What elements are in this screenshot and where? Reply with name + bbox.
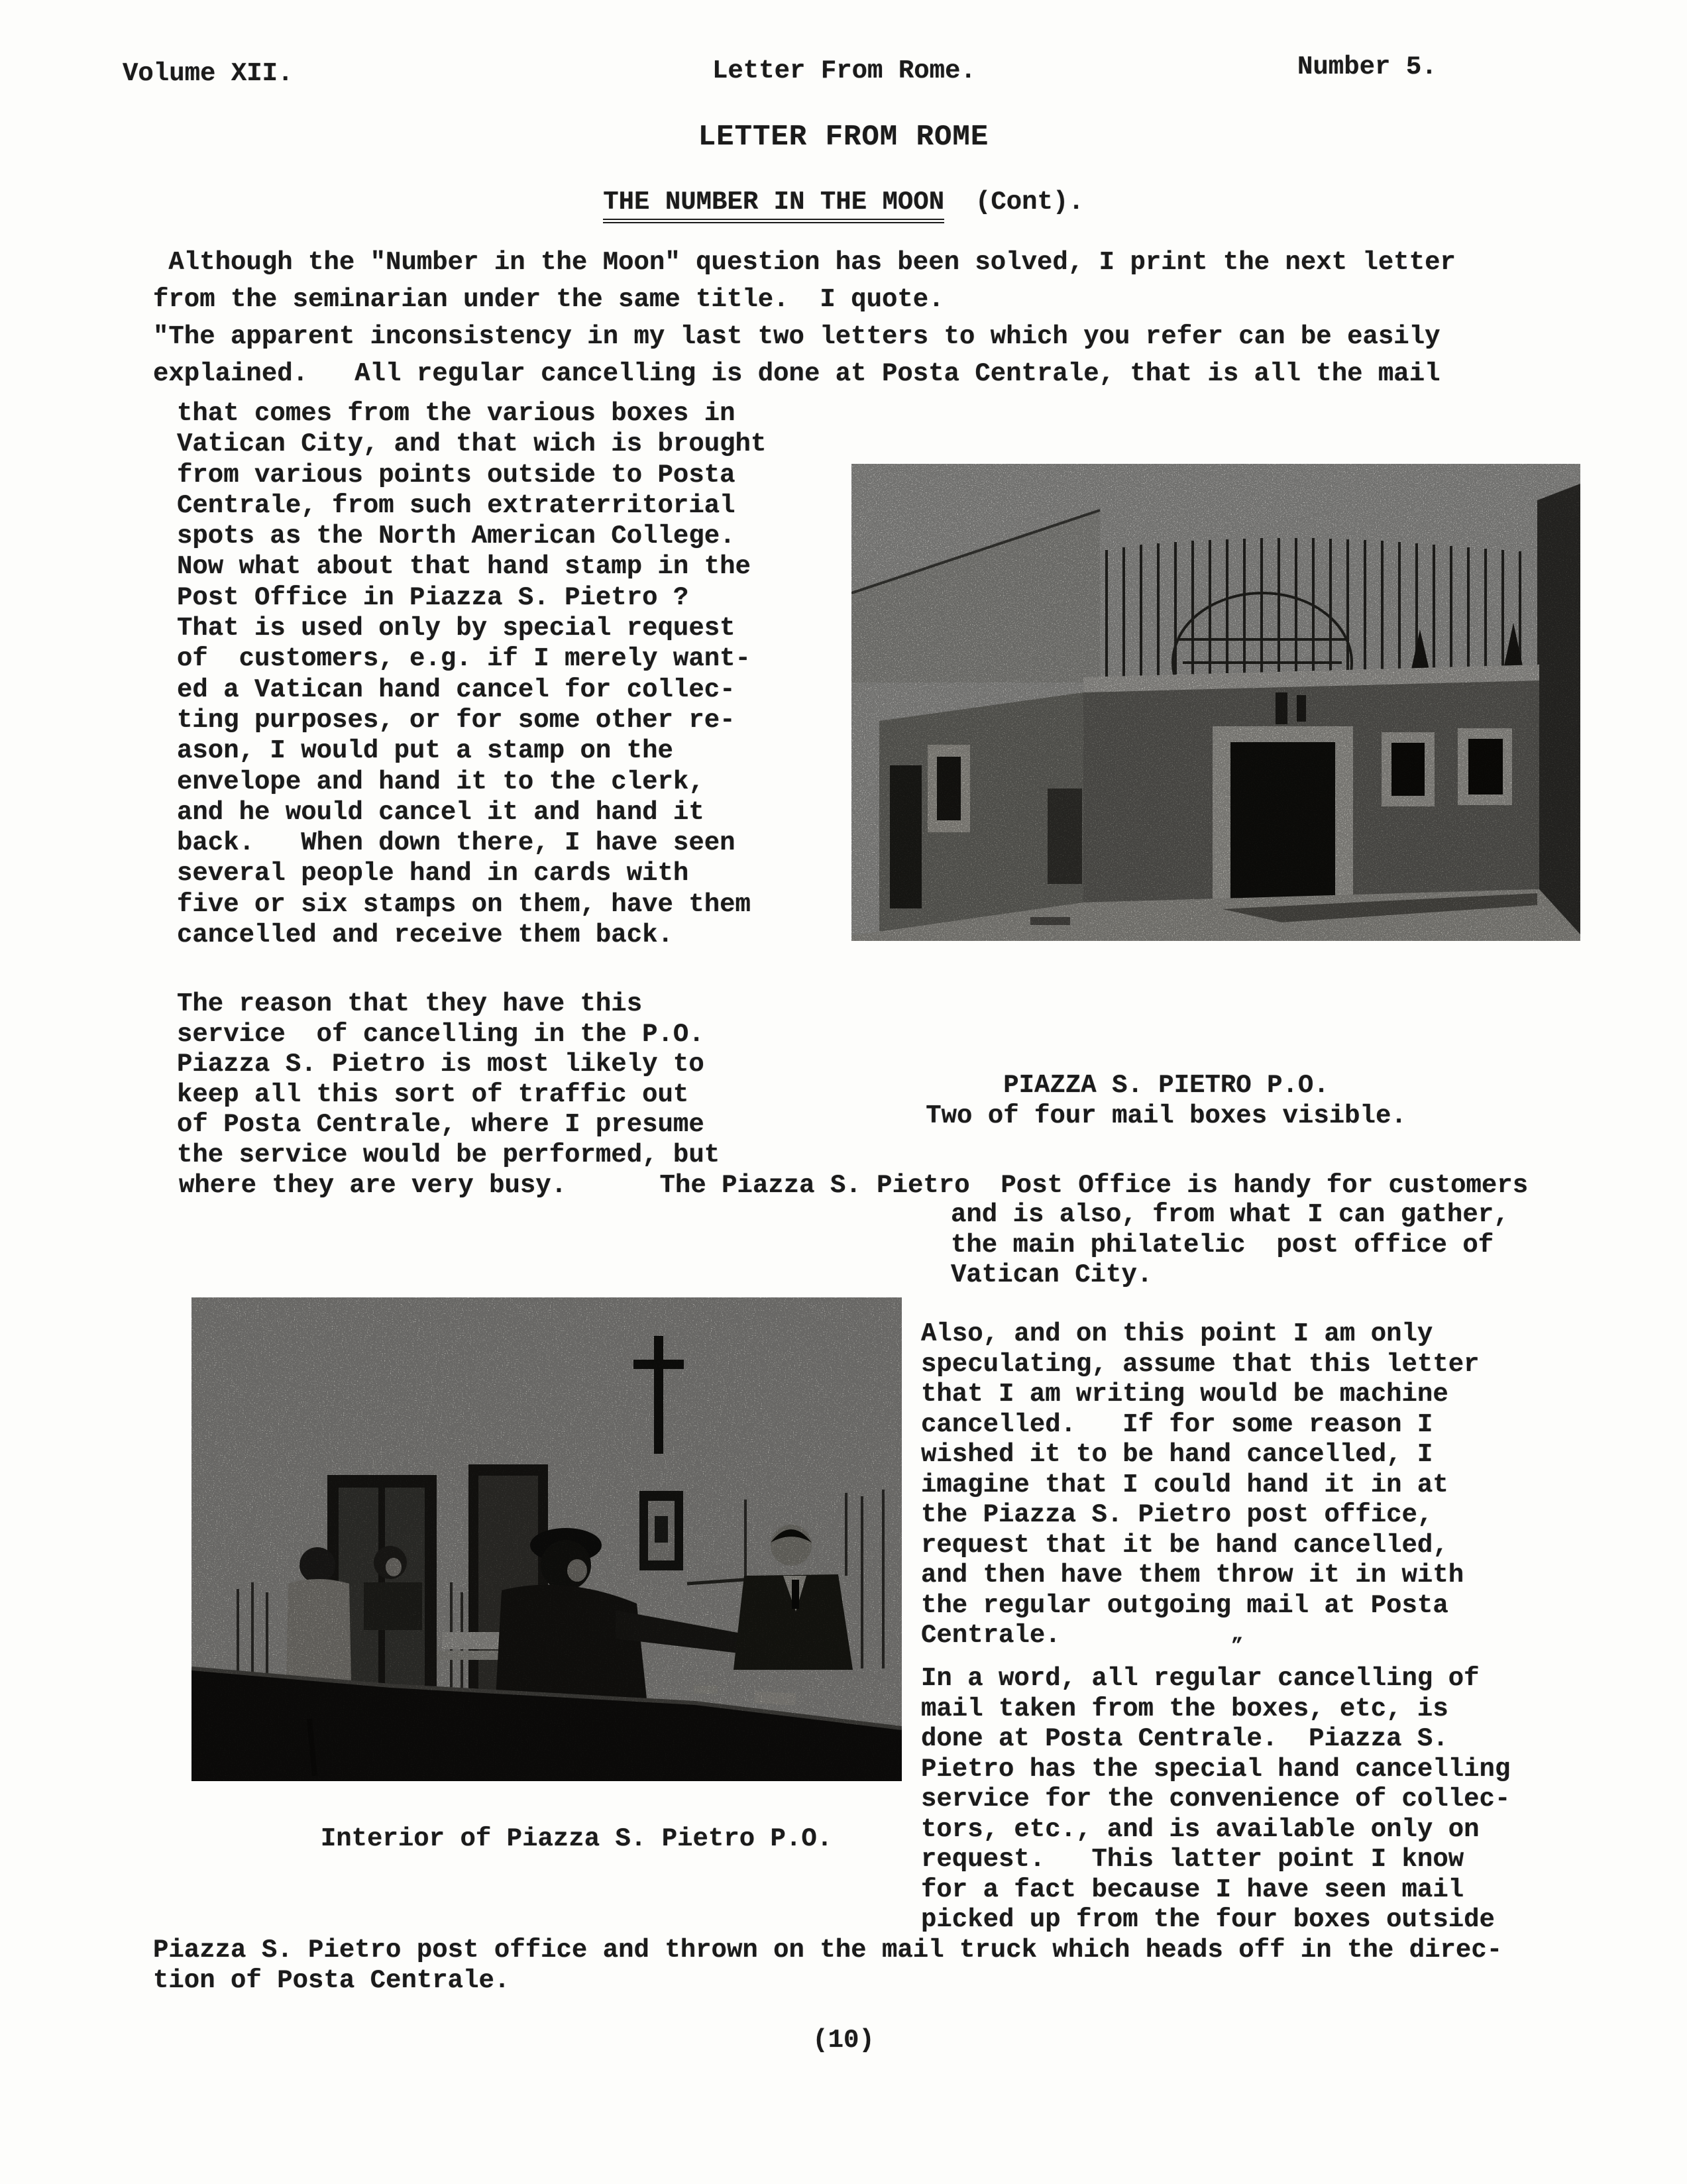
text-line: explained. All regular cancelling is done at Posta Centrale, that is all the mail: [153, 359, 1441, 388]
reason-paragraph: [177, 989, 720, 1170]
left-column-text: [177, 398, 766, 950]
text-line: ed a Vatican hand cancel for collec-: [177, 675, 735, 704]
text-line: Vatican City, and that wich is brought: [177, 429, 767, 459]
text-line: request. This latter point I know: [921, 1845, 1464, 1874]
text-line: the service would be performed, but: [177, 1140, 720, 1170]
text-line: for a fact because I have seen mail: [921, 1875, 1464, 1904]
text-line: tion of Posta Centrale.: [153, 1966, 510, 1995]
text-line: the Piazza S. Pietro post office,: [921, 1500, 1433, 1529]
text-line: request that it be hand cancelled,: [921, 1530, 1448, 1560]
text-line: ting purposes, or for some other re-: [177, 705, 735, 735]
intro-paragraph: [153, 244, 1456, 318]
text-line: from various points outside to Posta: [177, 460, 735, 490]
text-line: cancelled and receive them back.: [177, 920, 673, 950]
text-line: that I am writing would be machine: [921, 1380, 1448, 1409]
quoted-letter-opening: [153, 318, 1441, 392]
text-line: picked up from the four boxes outside: [921, 1905, 1495, 1934]
article-heading: [0, 187, 1687, 217]
right-column-continuation: [951, 1200, 1509, 1291]
interior-photo-caption: Interior of Piazza S. Pietro P.O.: [320, 1824, 833, 1853]
closing-lines: [153, 1935, 1502, 1996]
stray-typewriter-mark: ”: [1231, 1635, 1244, 1658]
text-line: and is also, from what I can gather,: [951, 1200, 1509, 1229]
text-line: five or six stamps on them, have them: [177, 889, 751, 919]
text-line: the regular outgoing mail at Posta: [921, 1590, 1448, 1620]
summary-paragraph: [921, 1664, 1510, 1936]
header-running-title: Letter From Rome.: [712, 56, 976, 85]
page-number: (10): [812, 2026, 875, 2055]
text-line: Now what about that hand stamp in the: [177, 552, 751, 582]
text-line: PIAZZA S. PIETRO P.O.: [1003, 1071, 1329, 1100]
text-line: back. When down there, I have seen: [177, 828, 735, 858]
text-line: the main philatelic post office of: [951, 1230, 1494, 1260]
text-line: and then have them throw it in with: [921, 1560, 1464, 1590]
text-line: keep all this sort of traffic out: [177, 1079, 689, 1109]
text-line: and he would cancel it and hand it: [177, 797, 704, 827]
article-heading-cont: (Cont).: [944, 188, 1084, 217]
text-line: service for the convenience of collec-: [921, 1784, 1511, 1814]
text-line: Two of four mail boxes visible.: [926, 1101, 1407, 1130]
text-line: Centrale, from such extraterritorial: [177, 490, 735, 520]
text-line: Post Office in Piazza S. Pietro ?: [177, 582, 689, 612]
text-line: imagine that I could hand it in at: [921, 1470, 1448, 1500]
text-line: ason, I would put a stamp on the: [177, 736, 673, 766]
article-heading-underlined: THE NUMBER IN THE MOON: [603, 188, 944, 223]
text-line: cancelled. If for some reason I: [921, 1409, 1433, 1439]
interior-scene: [191, 1297, 902, 1781]
bridge-line: where they are very busy. The Piazza S. Pietro Post Office is handy for customers: [179, 1171, 1529, 1200]
text-line: Also, and on this point I am only: [921, 1319, 1433, 1348]
text-line: spots as the North American College.: [177, 521, 735, 551]
speculation-paragraph: [921, 1319, 1480, 1651]
text-line: wished it to be hand cancelled, I: [921, 1440, 1433, 1469]
text-line: of Posta Centrale, where I presume: [177, 1110, 704, 1139]
text-line: of customers, e.g. if I merely want-: [177, 644, 751, 674]
text-line: from the seminarian under the same title. I quote.: [153, 285, 944, 314]
text-line: "The apparent inconsistency in my last two letters to which you refer can be easily: [153, 322, 1441, 351]
page-title: LETTER FROM ROME: [698, 121, 989, 154]
exterior-scene: [851, 464, 1580, 941]
text-line: In a word, all regular cancelling of: [921, 1664, 1480, 1693]
text-line: Although the "Number in the Moon" question has been solved, I print the next letter: [153, 248, 1456, 277]
text-line: Vatican City.: [951, 1260, 1153, 1289]
text-line: done at Posta Centrale. Piazza S.: [921, 1724, 1448, 1753]
header-volume: Volume XII.: [123, 59, 294, 88]
text-line: envelope and hand it to the clerk,: [177, 767, 704, 796]
text-line: That is used only by special request: [177, 614, 735, 643]
text-line: tors, etc., and is available only on: [921, 1814, 1480, 1844]
text-line: service of cancelling in the P.O.: [177, 1019, 704, 1049]
text-line: Piazza S. Pietro post office and thrown on the mail truck which heads off in the direc-: [153, 1936, 1503, 1965]
text-line: mail taken from the boxes, etc, is: [921, 1694, 1448, 1723]
text-line: Centrale.: [921, 1621, 1061, 1650]
exterior-photo: [851, 464, 1580, 941]
interior-photo: [191, 1297, 902, 1781]
text-line: The reason that they have this: [177, 989, 643, 1018]
text-line: Pietro has the special hand cancelling: [921, 1754, 1511, 1784]
text-line: speculating, assume that this letter: [921, 1349, 1480, 1379]
text-line: several people hand in cards with: [177, 859, 689, 889]
text-line: that comes from the various boxes in: [177, 399, 735, 428]
text-line: Piazza S. Pietro is most likely to: [177, 1050, 704, 1079]
header-issue-number: Number 5.: [1297, 52, 1437, 82]
exterior-photo-caption: [848, 1071, 1484, 1131]
